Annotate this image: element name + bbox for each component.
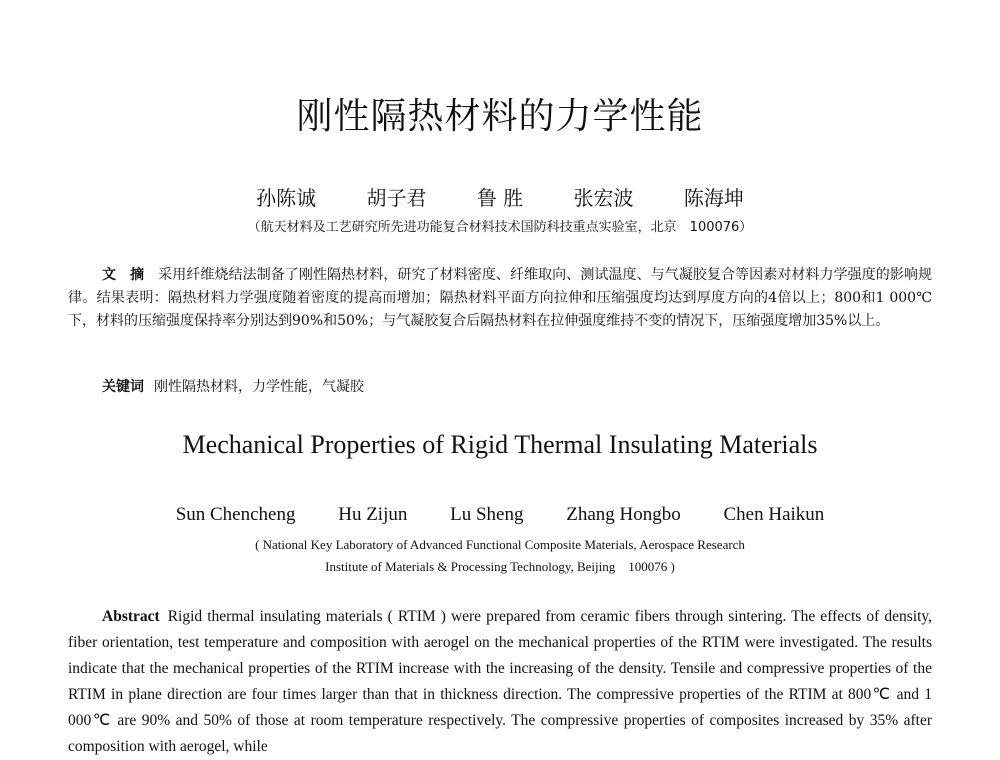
english-author: Lu Sheng [450,504,524,525]
english-abstract-label: Abstract [102,608,160,625]
english-abstract [68,604,932,760]
chinese-keywords-text: 刚性隔热材料，力学性能，气凝胶 [154,379,364,395]
english-author: Chen Haikun [723,504,825,525]
english-affiliation-line: Institute of Materials & Processing Technology, Beijing 100076 ) [325,559,675,574]
english-author-list [0,504,1000,526]
chinese-keywords-label: 关键词 [102,379,144,395]
chinese-author-list [0,182,1000,211]
english-author: Sun Chencheng [175,504,296,525]
english-affiliation [0,534,1000,578]
chinese-author: 孙陈诚 [256,186,317,210]
chinese-affiliation: （航天材料及工艺研究所先进功能复合材料技术国防科技重点实验室，北京 100076） [247,220,753,235]
chinese-author: 张宏波 [573,186,634,210]
english-author: Hu Zijun [338,504,408,525]
chinese-author: 陈海坤 [683,186,744,210]
chinese-author: 胡子君 [366,186,427,210]
english-title: Mechanical Properties of Rigid Thermal Insulating Materials [182,430,818,459]
chinese-abstract-label: 文 摘 [102,267,145,283]
english-abstract-text: Rigid thermal insulating materials ( RTIM ) were prepared from ceramic fibers through sintering. The effects of density, fiber orientation, test temperature and composition with aerogel on the mechanical properties of the RTIM were investigated. The results indicate that the mechanical properties of the RTIM increase with the increasing of the density. Tensile and compressive properties of the RTIM in plane direction are four times larger than that in thickness direction. The compressive properties of the RTIM at 800℃ and 1 000℃ are 90% and 50% of those at room temperature respectively. The compressive properties of composites increased by 35% after composition with aerogel, while [68,608,932,755]
english-author: Zhang Hongbo [566,504,681,525]
chinese-keywords [102,376,932,396]
chinese-author: 鲁 胜 [476,186,524,210]
chinese-title: 刚性隔热材料的力学性能 [296,96,704,137]
chinese-abstract [68,264,932,333]
chinese-abstract-text: 采用纤维烧结法制备了刚性隔热材料，研究了材料密度、纤维取向、测试温度、与气凝胶复合等因素对材料力学强度的影响规律。结果表明：隔热材料力学强度随着密度的提高而增加；隔热材料平面方向拉伸和压缩强度均达到厚度方向的4倍以上；800和1 000℃下，材料的压缩强度保持率分别达到90%和50%；与气凝胶复合后隔热材料在拉伸强度维持不变的情况下，压缩强度增加35%以上。 [68,267,933,329]
english-affiliation-line: ( National Key Laboratory of Advanced Functional Composite Materials, Aerospace Research [255,537,745,552]
